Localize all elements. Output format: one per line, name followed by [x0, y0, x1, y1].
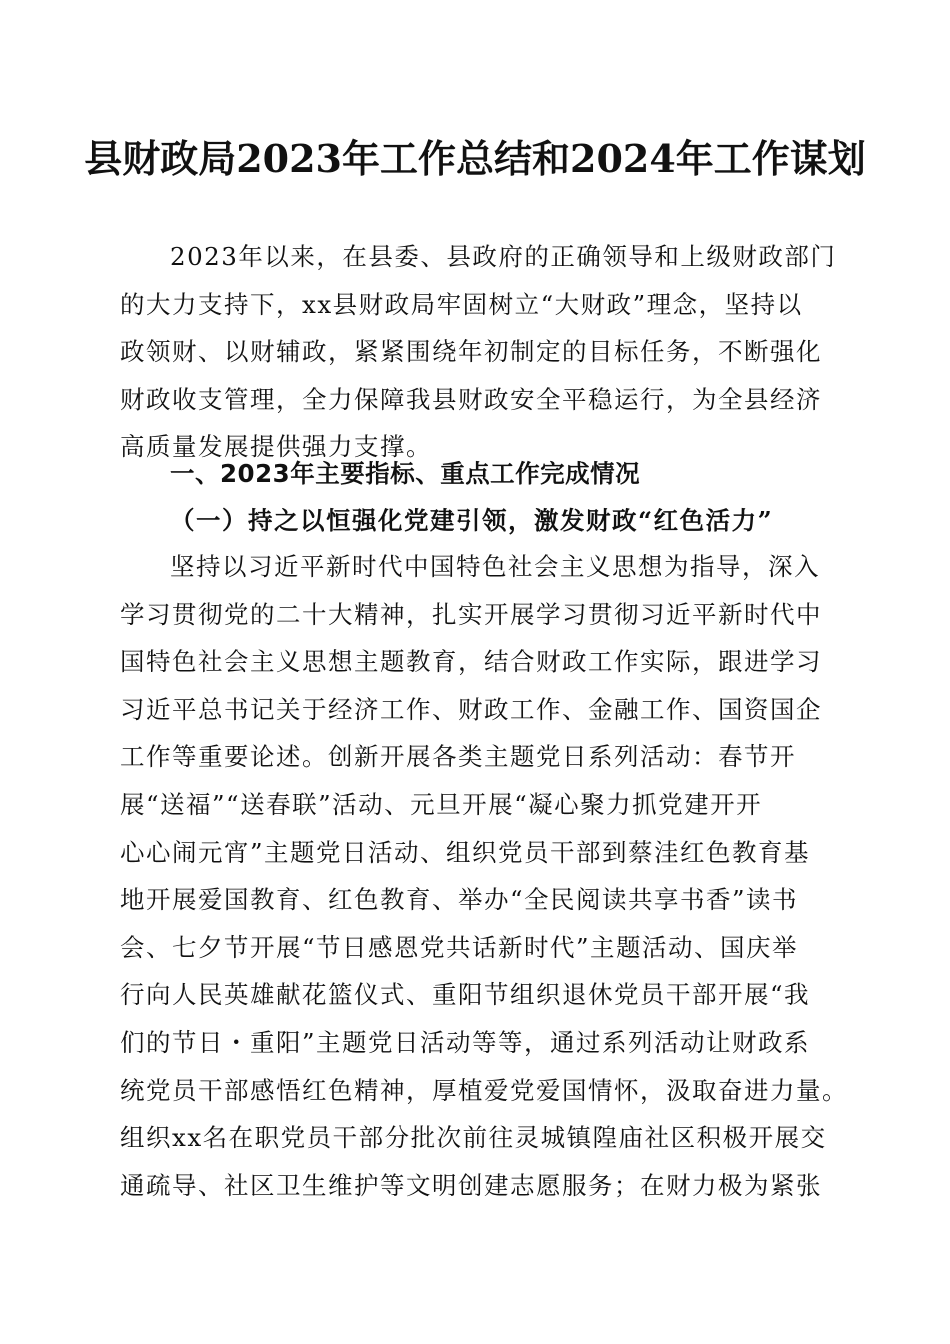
paragraph-line: 学习贯彻党的二十大精神，扎实开展学习贯彻习近平新时代中 — [120, 599, 822, 629]
paragraph-line: 组织xx名在职党员干部分批次前往灵城镇隍庙社区积极开展交 — [120, 1123, 827, 1153]
intro-line: 高质量发展提供强力支撑。 — [120, 432, 432, 462]
section-heading-1 — [120, 450, 840, 498]
paragraph-line: 坚持以习近平新时代中国特色社会主义思想为指导，深入 — [170, 552, 820, 581]
heading1-text: 一、2023年主要指标、重点工作完成情况 — [170, 459, 641, 488]
paragraph-line: 们的节日・重阳”主题党日活动等等，通过系列活动让财政系 — [120, 1027, 811, 1057]
heading2-text: （一）持之以恒强化党建引领，激发财政“红色活力” — [170, 506, 774, 535]
document-title: 县财政局2023年工作总结和2024年工作谋划 — [84, 136, 866, 181]
paragraph-line: 国特色社会主义思想主题教育，结合财政工作实际，跟进学习 — [120, 647, 822, 677]
intro-line: 政领财、以财辅政，紧紧围绕年初制定的目标任务，不断强化 — [120, 337, 822, 367]
paragraph-line: 工作等重要论述。创新开展各类主题党日系列活动：春节开 — [120, 742, 796, 772]
paragraph-line: 通疏导、社区卫生维护等文明创建志愿服务；在财力极为紧张 — [120, 1170, 822, 1200]
paragraph-line: 展“送福”“送春联”活动、元旦开展“凝心聚力抓党建开开 — [120, 789, 763, 819]
paragraph-line: 地开展爱国教育、红色教育、举办“全民阅读共享书香”读书 — [120, 885, 799, 915]
paragraph-line: 习近平总书记关于经济工作、财政工作、金融工作、国资国企 — [120, 694, 822, 724]
intro-line: 财政收支管理，全力保障我县财政安全平稳运行，为全县经济 — [120, 384, 822, 414]
paragraph-line: 心心闹元宵”主题党日活动、组织党员干部到蔡洼红色教育基 — [120, 837, 811, 867]
paragraph-line: 统党员干部感悟红色精神，厚植爱党爱国情怀，汲取奋进力量。 — [120, 1075, 848, 1105]
intro-line: 的大力支持下，xx县财政局牢固树立“大财政”理念，坚持以 — [120, 289, 803, 319]
paragraph-line: 行向人民英雄献花篮仪式、重阳节组织退休党员干部开展“我 — [120, 980, 811, 1010]
intro-line: 2023年以来，在县委、县政府的正确领导和上级财政部门 — [170, 242, 837, 271]
paragraph-line: 会、七夕节开展“节日感恩党共话新时代”主题活动、国庆举 — [120, 932, 799, 962]
section-heading-2 — [120, 497, 840, 545]
intro-paragraph — [120, 233, 840, 471]
section1-paragraph — [120, 543, 848, 1209]
